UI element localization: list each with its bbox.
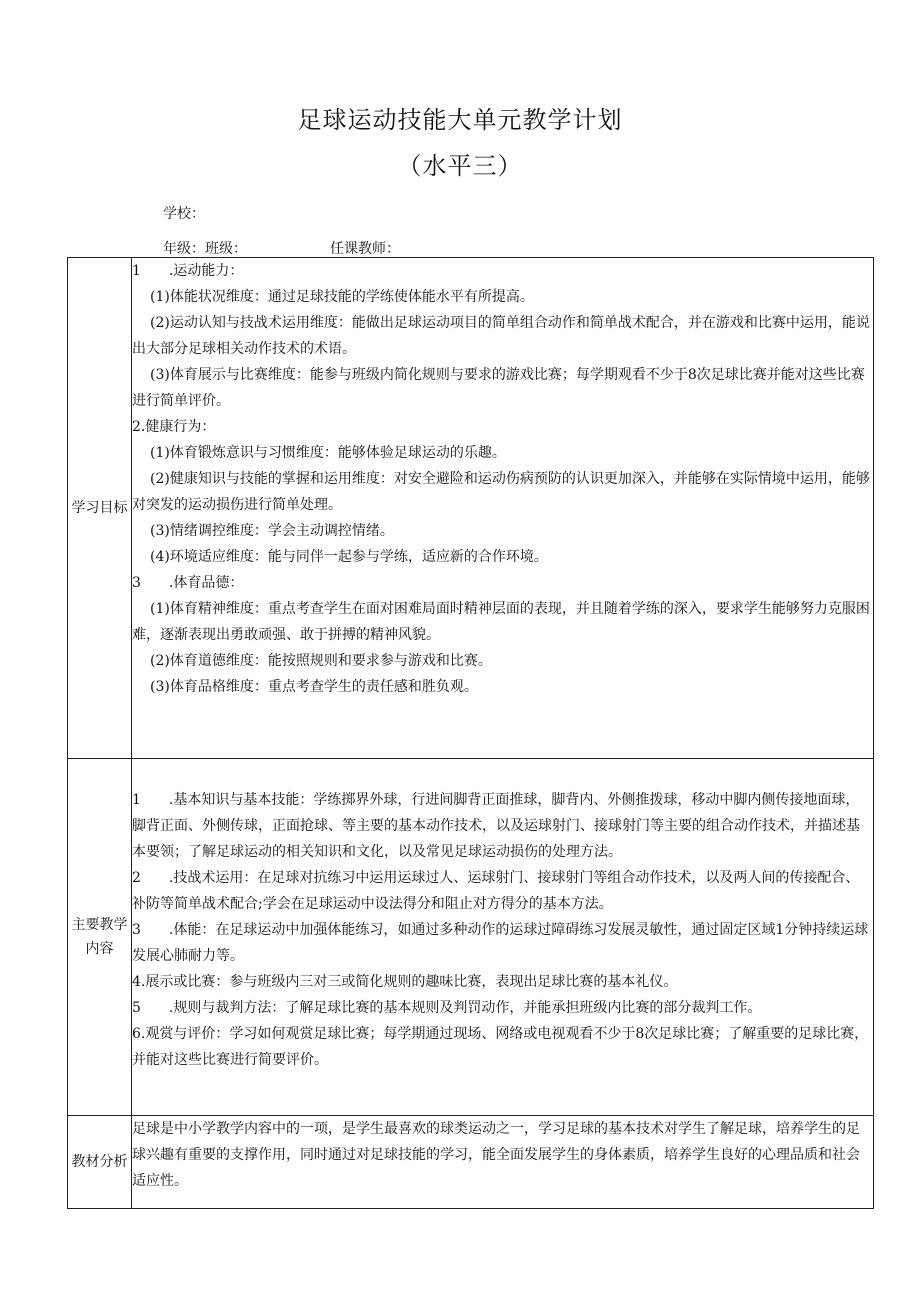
goal-line: (4)环境适应维度：能与同伴一起参与学练，适应新的合作环境。 [150,549,548,565]
goal-line: (3)体育展示与比赛维度：能参与班级内简化规则与要求的游戏比赛；每学期观看不少于8次足球比赛并能对这些比赛进行简单评价。 [132,367,865,409]
page-title: 足球运动技能大单元教学计划 [297,106,623,134]
goal-line: (2)运动认知与技战术运用维度：能做出足球运动项目的简单组合动作和简单战术配合，并在游戏和比赛中运用，能说出大部分足球相关动作技术的术语。 [132,315,870,357]
content-line: 3 .体能：在足球运动中加强体能练习，如通过多种动作的运球过障碍练习发展灵敏性，通过固定区域1分钟持续运球发展心肺耐力等。 [132,922,869,964]
content-line: 2 .技战术运用：在足球对抗练习中运用运球过人、运球射门、接球射门等组合动作技术，以及两人间的传接配合、补防等简单战术配合;学会在足球运动中设法得分和阻止对方得分的基本方法。 [132,870,860,912]
goal-line: 1 .运动能力： [132,263,244,279]
goal-line: (1)体能状况维度：通过足球技能的学练使体能水平有所提高。 [150,289,534,305]
main-content-row [68,759,874,1116]
content-line: 4.展示或比赛：参与班级内三对三或简化规则的趣味比赛，表现出足球比赛的基本礼仪。 [132,974,678,990]
content-line: 5 .规则与裁判方法：了解足球比赛的基本规则及判罚动作，并能承担班级内比赛的部分裁判工作。 [132,1000,762,1016]
grade-class-label: 年级：班级： [163,241,247,257]
material-analysis-label: 教材分析 [68,1116,132,1209]
analysis-text: 足球是中小学教学内容中的一项，是学生最喜欢的球类运动之一，学习足球的基本技术对学生了解足球，培养学生的足球兴趣有重要的支撑作用，同时通过对足球技能的学习，能全面发展学生的身体素质，培养学生良好的心理品质和社会适应性。 [132,1121,860,1189]
goal-line: (3)体育品格维度：重点考查学生的责任感和胜负观。 [150,679,478,695]
main-content-label: 主要教学内容 [68,759,132,1116]
main-content-content [132,759,874,1116]
learning-goals-row [68,258,874,759]
goal-line: (2)体育道德维度：能按照规则和要求参与游戏和比赛。 [150,653,492,669]
goal-line: (3)情绪调控维度：学会主动调控情绪。 [150,523,394,539]
goal-line: 2.健康行为： [132,419,216,435]
page-subtitle: （水平三） [397,152,523,180]
content-line: 6.观赏与评价：学习如何观赏足球比赛；每学期通过现场、网络或电视观看不少于8次足球比赛；了解重要的足球比赛，并能对这些比赛进行简要评价。 [132,1026,869,1068]
goal-line: (1)体育精神维度：重点考查学生在面对困难局面时精神层面的表现，并且随着学练的深入，要求学生能够努力克服困难，逐渐表现出勇敢顽强、敢于拼搏的精神风貌。 [132,601,870,643]
school-label: 学校： [163,206,205,222]
content-line: 1 .基本知识与基本技能：学练掷界外球，行进间脚背正面推球，脚背内、外侧推拨球，移动中脚内侧传接地面球，脚背正面、外侧传球，正面抢球、等主要的基本动作技术，以及运球射门、接球射门等主要的组合动作技术，并描述基本要领；了解足球运动的相关知识和文化，以及常见足球运动损伤的处理方法。 [132,792,860,860]
learning-goals-label: 学习目标 [68,258,132,759]
teacher-label: 任课教师： [330,241,400,257]
goal-line: (1)体育锻炼意识与习惯维度：能够体验足球运动的乐趣。 [150,445,506,461]
learning-goals-content [132,258,874,759]
material-analysis-row [68,1116,874,1209]
goal-line: 3 .体育品德： [132,575,244,591]
goal-line: (2)健康知识与技能的掌握和运用维度：对安全避险和运动伤病预防的认识更加深入，并能够在实际情境中运用，能够对突发的运动损伤进行简单处理。 [132,471,870,513]
material-analysis-content [132,1116,874,1209]
lesson-plan-table [67,257,874,1209]
